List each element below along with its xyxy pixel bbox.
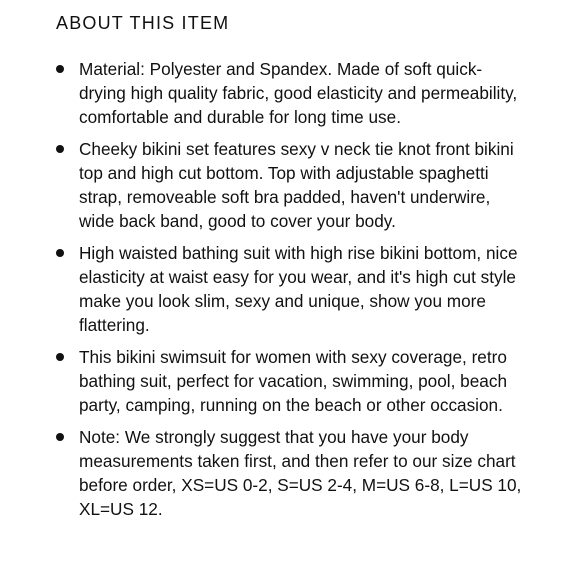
- bullet-text: Note: We strongly suggest that you have your body measurements taken first, and then refer to our size chart before order, XS=US 0-2, S=US 2-4, M=US 6-8, L=US 10, XL=US 12.: [79, 427, 522, 519]
- bullet-dot-icon: [56, 353, 64, 361]
- list-item: [56, 137, 524, 233]
- list-item: [56, 425, 524, 521]
- feature-bullet-list: [56, 57, 524, 521]
- bullet-dot-icon: [56, 249, 64, 257]
- bullet-text: Material: Polyester and Spandex. Made of soft quick-drying high quality fabric, good elasticity and permeability, comfortable and durable for long time use.: [79, 59, 518, 127]
- list-item: [56, 241, 524, 337]
- bullet-dot-icon: [56, 433, 64, 441]
- bullet-text: Cheeky bikini set features sexy v neck tie knot front bikini top and high cut bottom. Top with adjustable spaghetti strap, removeable soft bra padded, haven't underwire, wide back band, good to cover your body.: [79, 139, 514, 231]
- bullet-dot-icon: [56, 65, 64, 73]
- bullet-text: High waisted bathing suit with high rise bikini bottom, nice elasticity at waist easy for you wear, and it's high cut style make you look slim, sexy and unique, show you more flattering.: [79, 243, 518, 335]
- bullet-dot-icon: [56, 145, 64, 153]
- bullet-text: This bikini swimsuit for women with sexy coverage, retro bathing suit, perfect for vacation, swimming, pool, beach party, camping, running on the beach or other occasion.: [79, 347, 508, 415]
- section-title: ABOUT THIS ITEM: [56, 13, 230, 33]
- list-item: [56, 57, 524, 129]
- list-item: [56, 345, 524, 417]
